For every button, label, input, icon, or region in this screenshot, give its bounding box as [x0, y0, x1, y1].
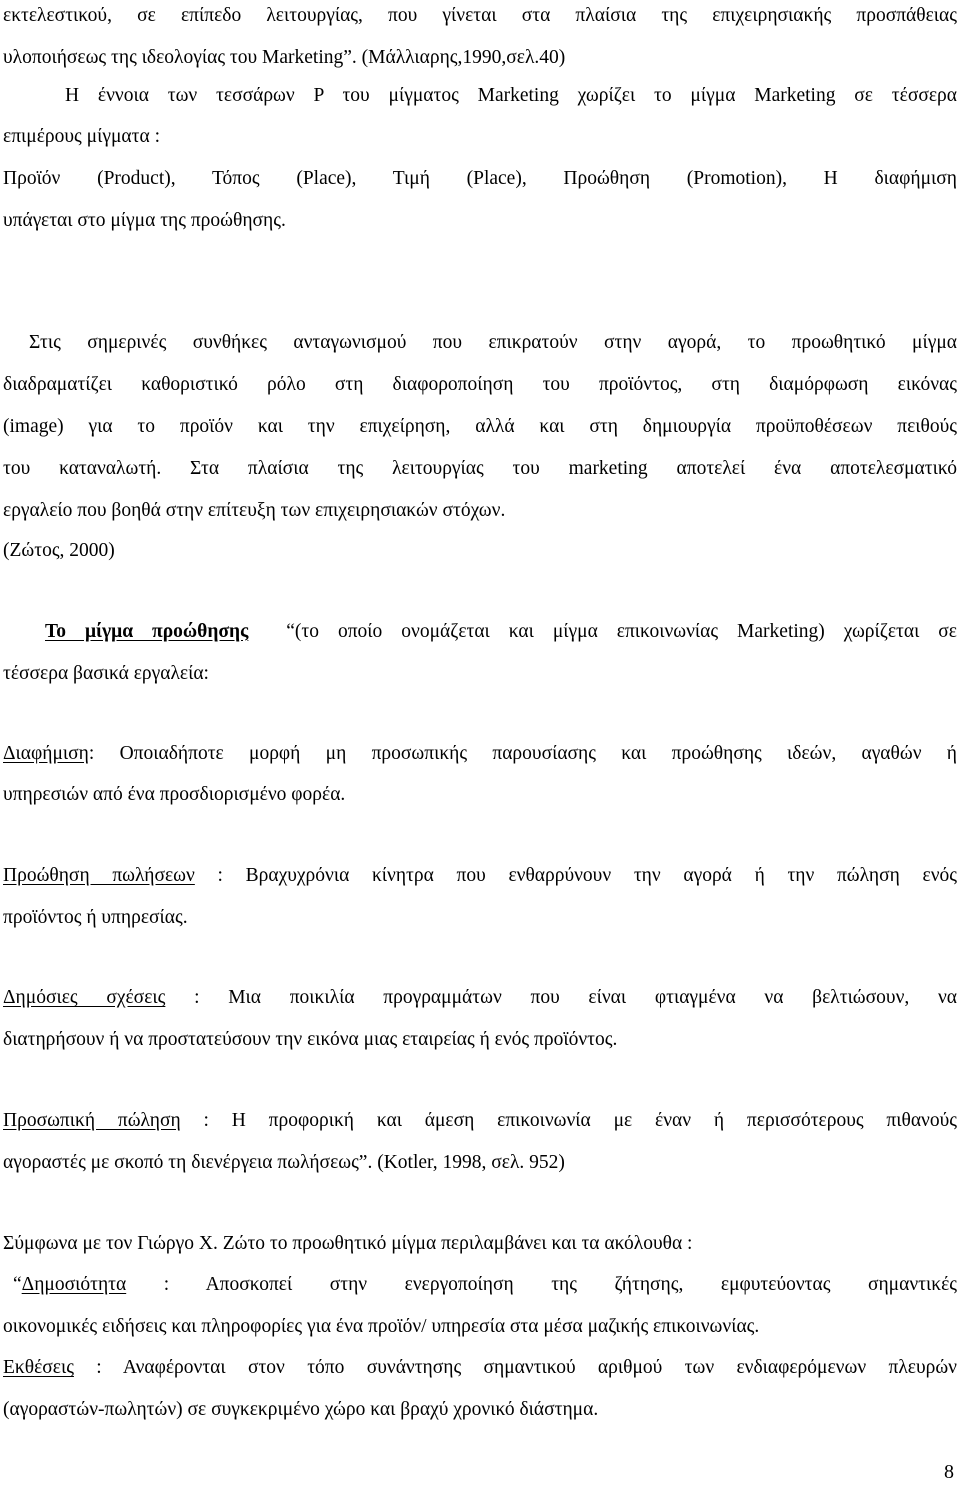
paragraph-line: Στις σημερινές συνθήκες ανταγωνισμού που επικρατούν στην αγορά, το προωθητικό μίγμα — [29, 332, 957, 353]
paragraph-line: Δημόσιες σχέσεις : Μια ποικιλία προγραμμάτων που είναι φτιαγμένα να βελτιώσουν, να — [3, 987, 958, 1008]
term-publicity: Δημοσιότητα — [21, 1274, 127, 1295]
paragraph-line: (image) για το προϊόν και την επιχείρηση, αλλά και στη δημιουργία προϋποθέσεων πειθούς — [3, 416, 957, 437]
paragraph-line: Σύμφωνα με τον Γιώργο Χ. Ζώτο το προωθητικό μίγμα περιλαμβάνει και τα ακόλουθα : — [3, 1233, 693, 1254]
term-exhibitions: Εκθέσεις — [3, 1357, 74, 1378]
paragraph-line: προϊόντος ή υπηρεσίας. — [3, 907, 188, 928]
paragraph-line: επιμέρους μίγματα : — [3, 126, 160, 147]
paragraph-line: εκτελεστικού, σε επίπεδο λειτουργίας, που γίνεται στα πλαίσια της επιχειρησιακής προσπάθειας — [3, 5, 957, 26]
paragraph-line: Διαφήμιση: Οποιαδήποτε μορφή μη προσωπικής παρουσίασης και προώθησης ιδεών, αγαθών ή — [3, 743, 957, 764]
paragraph-line: διαδραματίζει καθοριστικό ρόλο στη διαφοροποίηση του προϊόντος, στη διαμόρφωση εικόνας — [3, 374, 957, 395]
paragraph-line: Προσωπική πώληση : Η προφορική και άμεση επικοινωνία με έναν ή περισσότερους πιθανούς — [3, 1110, 957, 1131]
term-public-relations: Δημόσιες σχέσεις — [3, 987, 166, 1008]
paragraph-line: υλοποιήσεως της ιδεολογίας του Marketing”. (Μάλλιαρης,1990,σελ.40) — [3, 47, 566, 68]
term-sales-promotion: Προώθηση πωλήσεων — [3, 865, 195, 886]
paragraph-line: διατηρήσουν ή να προστατεύσουν την εικόνα μιας εταιρείας ή ενός προϊόντος. — [3, 1029, 618, 1050]
citation: (Ζώτος, 2000) — [3, 540, 115, 561]
term-promotion-mix: Το μίγμα προώθησης — [45, 621, 249, 642]
paragraph-line: εργαλείο που βοηθά στην επίτευξη των επιχειρησιακών στόχων. — [3, 500, 506, 521]
paragraph-line: υπάγεται στο μίγμα της προώθησης. — [3, 210, 286, 231]
paragraph-line: Το μίγμα προώθησης “(το οποίο ονομάζεται και μίγμα επικοινωνίας Marketing) χωρίζεται σε — [45, 621, 957, 642]
paragraph-line: αγοραστές με σκοπό τη διενέργεια πωλήσεως”. (Kotler, 1998, σελ. 952) — [3, 1152, 565, 1173]
paragraph-line: “Δημοσιότητα : Αποσκοπεί στην ενεργοποίηση της ζήτησης, εμφυτεύοντας σημαντικές — [13, 1274, 957, 1295]
paragraph-line: οικονομικές ειδήσεις και πληροφορίες για ένα προϊόν/ υπηρεσία στα μέσα μαζικής επικοινωνίας. — [3, 1316, 760, 1337]
paragraph-line: Προϊόν (Product), Τόπος (Place), Τιμή (Place), Προώθηση (Promotion), Η διαφήμιση — [3, 168, 957, 189]
paragraph-line: (αγοραστών-πωλητών) σε συγκεκριμένο χώρο και βραχύ χρονικό διάστημα. — [3, 1399, 599, 1420]
term-advertising: Διαφήμιση — [3, 743, 89, 764]
paragraph-line: Η έννοια των τεσσάρων P του μίγματος Marketing χωρίζει το μίγμα Marketing σε τέσσερα — [65, 85, 957, 106]
paragraph-line: τέσσερα βασικά εργαλεία: — [3, 663, 209, 684]
paragraph-line: Προώθηση πωλήσεων : Βραχυχρόνια κίνητρα που ενθαρρύνουν την αγορά ή την πώληση ενός — [3, 865, 957, 886]
page-number: 8 — [944, 1461, 954, 1483]
paragraph-line: Εκθέσεις : Αναφέρονται στον τόπο συνάντησης σημαντικού αριθμού των ενδιαφερόμενων πλευρών — [3, 1357, 957, 1378]
paragraph-line: του καταναλωτή. Στα πλαίσια της λειτουργίας του marketing αποτελεί ένα αποτελεσματικό — [3, 458, 957, 479]
term-personal-selling: Προσωπική πώληση — [3, 1110, 181, 1131]
paragraph-line: υπηρεσιών από ένα προσδιορισμένο φορέα. — [3, 784, 346, 805]
